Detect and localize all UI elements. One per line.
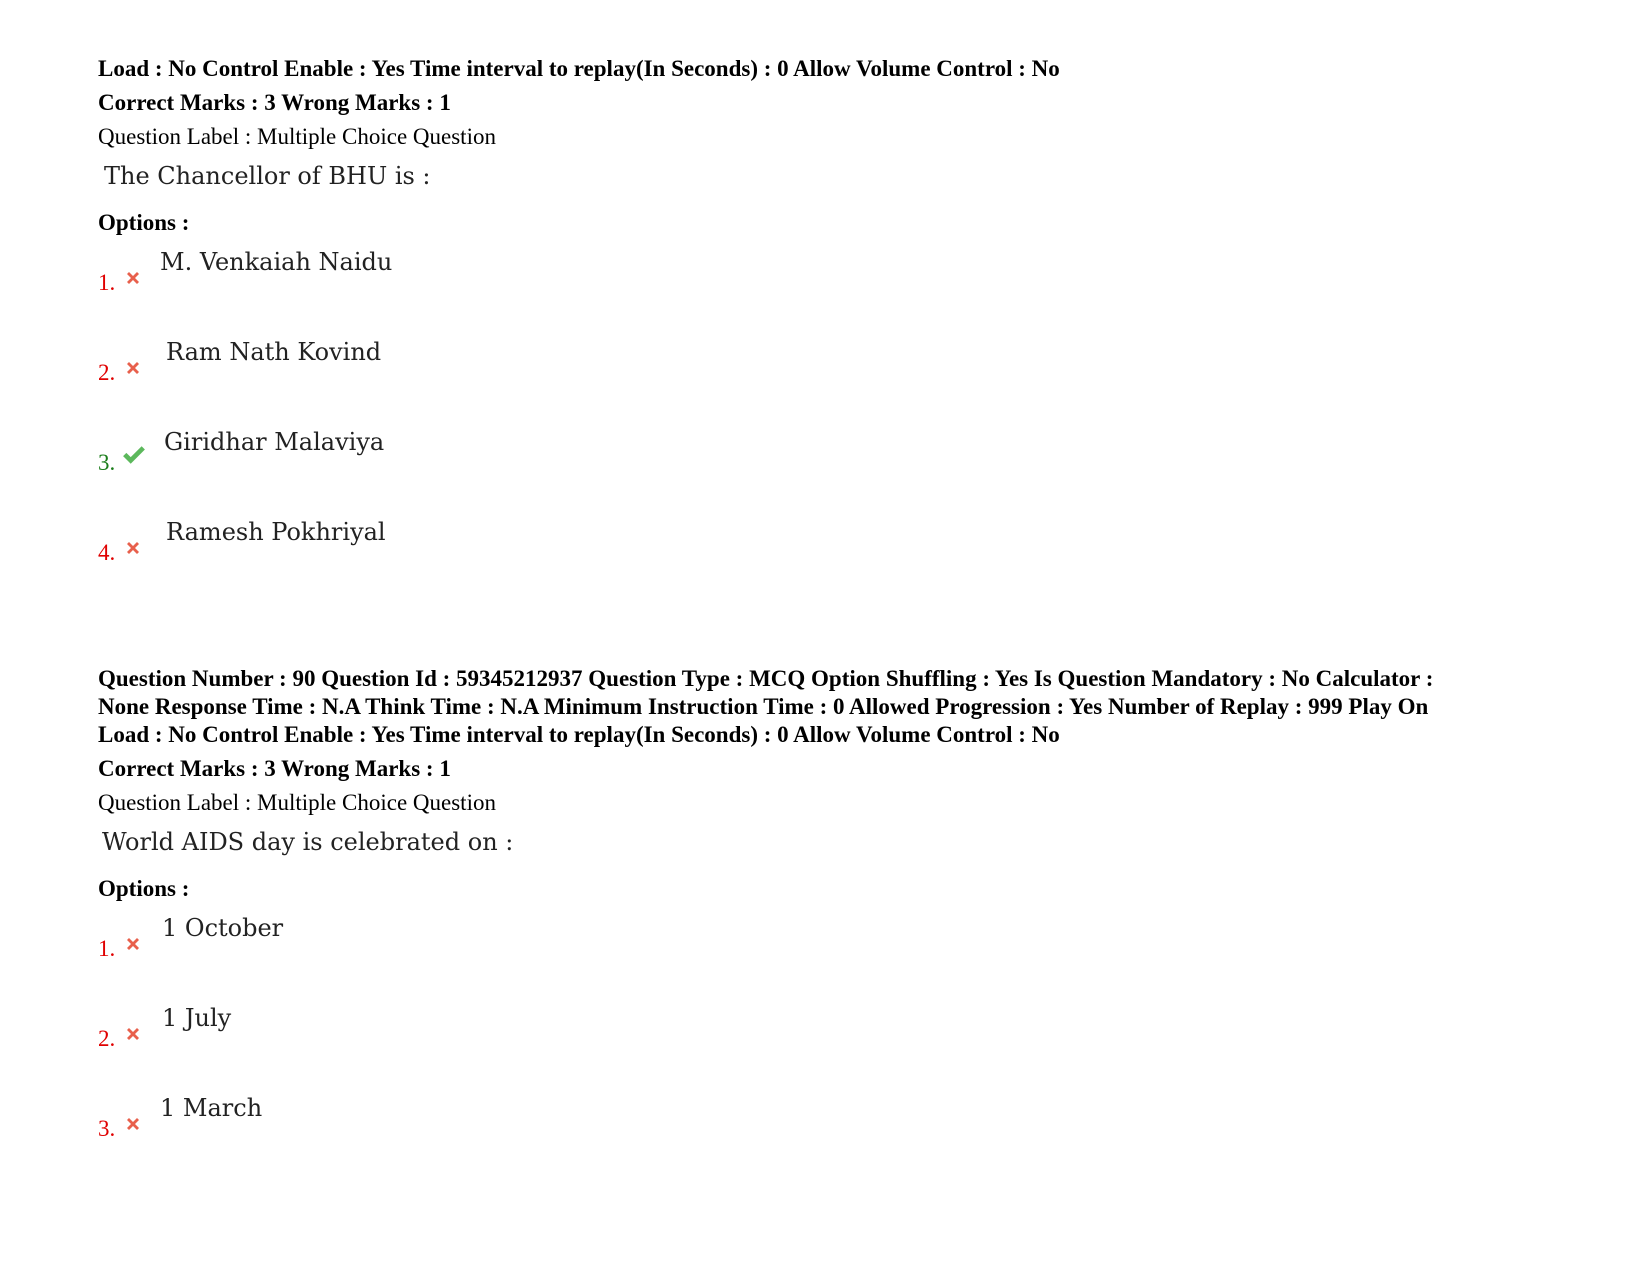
question-90: [98, 665, 1578, 1183]
option-number: 1.: [98, 936, 116, 961]
question-label: Question Label : Multiple Choice Question: [98, 790, 496, 815]
options-list: [98, 247, 1578, 607]
options-heading: Options :: [98, 876, 190, 901]
cross-icon: [124, 359, 142, 377]
option-item: [98, 427, 1578, 517]
option-number: 2.: [98, 360, 116, 385]
answer-key-page: [98, 55, 1578, 1183]
question-marks: Correct Marks : 3 Wrong Marks : 1: [98, 756, 451, 781]
option-number: 2.: [98, 1026, 116, 1051]
option-number: 1.: [98, 270, 116, 295]
option-text: 1 March: [160, 1094, 263, 1122]
question-meta-line-3: Load : No Control Enable : Yes Time interval to replay(In Seconds) : 0 Allow Volume Control : No: [98, 722, 1060, 747]
option-item: [98, 517, 1578, 607]
option-number: 3.: [98, 450, 116, 475]
option-item: [98, 247, 1578, 337]
options-list: [98, 913, 1578, 1183]
cross-icon: [124, 935, 142, 953]
option-number: 4.: [98, 540, 116, 565]
check-icon: [122, 445, 146, 465]
cross-icon: [124, 539, 142, 557]
option-text: 1 July: [162, 1004, 232, 1032]
option-text: 1 October: [162, 914, 284, 942]
cross-icon: [124, 1115, 142, 1133]
cross-icon: [124, 1025, 142, 1043]
option-number: 3.: [98, 1116, 116, 1141]
option-text: Ramesh Pokhriyal: [166, 518, 386, 546]
question-meta-line-2: None Response Time : N.A Think Time : N.A Minimum Instruction Time : 0 Allowed Progression : Yes Number of Replay : 999 Play On: [98, 694, 1429, 719]
option-item: [98, 1003, 1578, 1093]
question-meta: Load : No Control Enable : Yes Time interval to replay(In Seconds) : 0 Allow Volume Control : No: [98, 56, 1060, 81]
question-marks: Correct Marks : 3 Wrong Marks : 1: [98, 90, 451, 115]
cross-icon: [124, 269, 142, 287]
options-heading: Options :: [98, 210, 190, 235]
question-89: [98, 55, 1578, 607]
question-label: Question Label : Multiple Choice Question: [98, 124, 496, 149]
question-text: World AIDS day is celebrated on :: [102, 828, 514, 856]
option-item: [98, 337, 1578, 427]
option-item: [98, 913, 1578, 1003]
question-text: The Chancellor of BHU is :: [104, 162, 431, 190]
question-meta-line-1: Question Number : 90 Question Id : 59345212937 Question Type : MCQ Option Shuffling : Yes Is Question Mandatory : No Calculator :: [98, 666, 1434, 691]
option-item: [98, 1093, 1578, 1183]
option-text: Ram Nath Kovind: [166, 338, 382, 366]
option-text: Giridhar Malaviya: [164, 428, 385, 456]
option-text: M. Venkaiah Naidu: [160, 248, 393, 276]
